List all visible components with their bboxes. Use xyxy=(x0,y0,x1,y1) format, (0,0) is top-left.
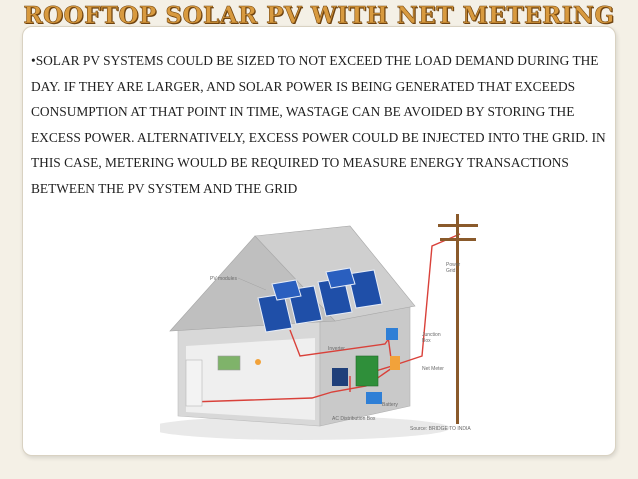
label-ac-distribution-box: AC Distribution Box xyxy=(332,416,376,422)
slide-title: ROOFTOP SOLAR PV WITH NET METERING xyxy=(23,2,615,29)
label-junction-box-line1: Junction xyxy=(422,332,441,338)
lamp-icon xyxy=(255,359,261,365)
label-battery: Battery xyxy=(382,402,398,408)
wall-picture xyxy=(218,356,240,370)
slide-paragraph: •SOLAR PV SYSTEMS COULD BE SIZED TO NOT EXCEED THE LOAD DEMAND DURING THE DAY. IF THEY ARE LARGER, AND SOLAR POWER IS BEING GENERATED THAT EXCEEDS CONSUMPTION AT THAT POINT IN TIME, WASTAGE CAN BE AVOIDED BY STORING THE EXCESS POWER. ALTERNATIVELY, EXCESS POWER COULD BE INJECTED INTO THE GRID. IN THIS CASE, METERING WOULD BE REQUIRED TO MEASURE ENERGY TRANSACTIONS BETWEEN THE PV SYSTEM AND THE GRID xyxy=(31,53,606,196)
solar-panel xyxy=(326,268,355,288)
label-power-grid-line2: Grid xyxy=(446,268,456,274)
utility-pole xyxy=(438,214,478,424)
junction-box xyxy=(386,328,398,340)
label-pv-modules: PV modules xyxy=(210,276,237,282)
label-source: Source: BRIDGE TO INDIA xyxy=(410,426,471,432)
label-junction-box-line2: Box xyxy=(422,338,431,344)
house-interior xyxy=(186,338,315,420)
inverter xyxy=(356,356,378,386)
refrigerator xyxy=(186,360,202,406)
rooftop-solar-diagram xyxy=(160,206,480,446)
label-power-grid-line1: Power xyxy=(446,262,461,268)
battery xyxy=(366,392,382,404)
ac-distribution-box xyxy=(332,368,348,386)
net-meter xyxy=(390,356,400,370)
label-inverter: Inverter xyxy=(328,346,345,352)
solar-panel xyxy=(272,280,301,300)
label-net-meter: Net Meter xyxy=(422,366,444,372)
